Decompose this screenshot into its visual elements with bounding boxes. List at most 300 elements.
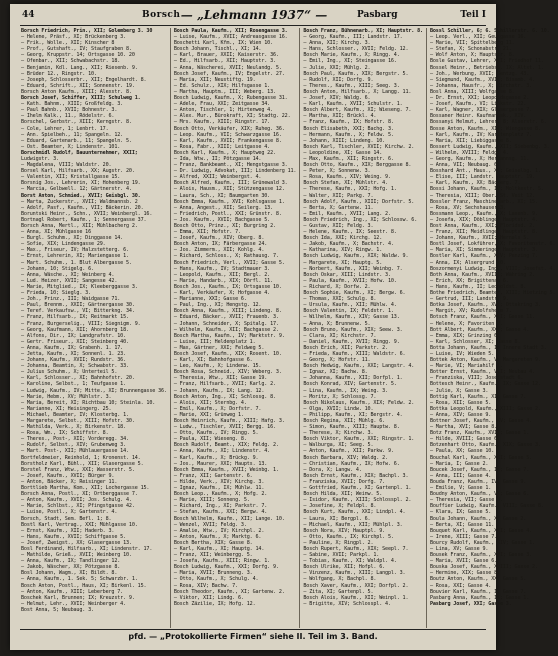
directory-entry: Bosch Zäzilie, IX; Hofg. 12. [173,600,256,607]
directory-entry: — Dr. Ludwig, Advokat, III; Lindenberg 11. [173,168,297,175]
directory-entry: — Maria, I; Gasse 2. [429,460,489,467]
directory-entry: — Pauline, X; Ringpl. 2. [303,539,374,546]
directory-entry: — Georg, Kaufmann, XII; Ahornberg 18. [21,326,129,333]
directory-entry: Borsch Anton Kaufm., XIII; Alexstr. 8. [21,88,132,95]
directory-entry: — Johann, Schneider, X; Spitalg. 17. [173,320,279,327]
directory-entry: — Johanna, Beamtin, X; Schwabstr. 33. [21,363,129,370]
directory-entry: — Rudolf, XII; Dorfg. 9. [303,76,374,83]
directory-entry: Bottner Josef, Kaufm., XV; Gasse 4. [429,418,533,424]
column-1 [18,28,171,628]
directory-columns [18,28,556,628]
directory-entry: — Franz, Burgerselig., VIII; Siegnigm. 9. [21,320,141,327]
directory-entry: — Hans, Kaufm., II; Leopoldst. 8. [429,283,527,290]
directory-entry: — Mrs. Kaufm., XIII; Ringstr. 17. [173,119,271,126]
directory-entry: — Ernst, Kaufm., XII; Haderb. 3. [21,527,115,534]
directory-entry: Bosch Erich, XII; Parkstr. 2. [303,344,388,351]
directory-entry: — Franz, XII; Gartenstr. 6. [173,472,253,479]
directory-entry: — Anna, Kaufm., XI; Lindenstr. 4. [173,448,271,455]
directory-entry: Bousek Franz, Kaufm., XVI; Gasse 3. [429,552,533,559]
directory-entry: Bossler Franz, Maschinenarb., XI; 15. [429,198,538,205]
directory-entry: — Ihelm Kalk., 11., Rödelstr. 6. [21,113,115,120]
directory-entry: Pasbarg Josef, XXI; Gasse 3. [429,600,512,607]
directory-entry: Bosch Bertha, XIX; Gasse 8. [173,539,253,546]
directory-entry: — Alex. Mur., Bürokraft, XI; Stadtg. 22. [173,113,291,120]
directory-entry: — Karl, Kaufm., XVII; Schulstr. 1. [303,101,403,108]
directory-entry: — Stefan, Kaufm., XXI; Bergw. 4. [173,509,268,516]
directory-entry: — Johann, Kaufm., IX; Lang. 12. [173,387,265,394]
directory-entry: — Thomas, XXI; Schulg. 8. [303,296,377,303]
directory-entry: — Anna, XIV; Gasse 9. [429,411,492,418]
directory-entry: — Klara, IX; Gasse 5. [429,509,492,516]
directory-entry: Boschetti Karl, Kfm., IX; Wien 10. [173,40,274,47]
directory-entry: — Valentin, XII; Kristallgasse 15. [21,174,121,181]
directory-entry: Bott Albert, Kaufm., XXI; Gasse 4. [429,326,530,333]
directory-entry: — Josef, Kaufm., XVII; Bürger 9. [21,472,115,479]
directory-entry: — Leo, Kaufm., X; Lindenw. 15. [173,363,262,370]
directory-entry: Bortfeldmeier, Reinhold, 1; Kronenst. 14. [21,454,141,461]
directory-entry: — Karl, Wagner, XIX; Glasergasse 7. [429,107,533,114]
directory-entry: — Rosa, XXI; Gasse 4. [429,582,492,589]
directory-entry: — Franz, XII; Weinbergg. 5. [173,552,253,559]
directory-entry: — Emma, XII; Hofstr. 7. [173,229,241,236]
directory-entry: Boula Johann, Kaufm., X; Gasse 2. [429,515,527,522]
directory-entry: — Julie, XXI; Mühlg. 2. [303,64,371,71]
directory-entry: — Lina, XV; Gasse 9. [429,545,489,552]
directory-entry: — Walburga, XI; Seeg. 5. [303,442,374,449]
directory-entry: — Irene, XIII; Gasse 7. [429,533,498,540]
directory-entry: Bosch Otto, Kaufm., XIX; Berggasse 8. [303,162,412,169]
directory-entry: — Daniel, Kaufm., XVII; Ringg. 9. [303,338,400,345]
directory-entry: — Berta, XI; Gasse 11. [429,521,495,528]
directory-entry: — Friedrich, Postl., XXI; Grünstr. 8. [173,210,282,217]
directory-entry: Bosch Jos., Kaufm., IX; Ortsgasse 10. [173,283,282,290]
directory-entry: — Richard, Ing., XI; Parkstr. 7. [173,503,268,510]
directory-entry: — Adele, Frau, XXI; Zeitgasse 34. [173,101,271,108]
directory-entry: — Sofie, XIX; Lindengasse 29. [21,241,106,248]
directory-entry: — Otto, Kaufm., IX; Kirchpl. 5. [303,533,394,540]
directory-entry: — Jakob, Kaufm., X; Bachstr. 4. [303,241,394,248]
directory-entry: Bosch Friedrich, Ing., XI; Schlossw. 6. [303,216,418,223]
directory-entry: — Frieda, Kaufm., XIII; Waldstr. 6. [303,350,406,357]
directory-entry: Bostl Josef, Lokführer, X; Favoritenstr. 6. [429,241,556,248]
directory-entry: Bost Anna, Kaufm., XXI; Floridsd. 2. [429,223,535,229]
directory-entry: Bossi Johann, Kaufm., IV; Moltkestr. 5. [429,186,544,193]
directory-entry: — Rosa, XV; Sechshauser 3. [429,204,506,211]
directory-entry: — Wilhelm, XVIII; Feldg. 4. [429,149,509,156]
directory-entry: — Wolfgang, X; Bachpl. 8. [303,576,377,583]
directory-entry: — Ida, Wtw., II; Pötzgasse 14. [173,155,262,162]
directory-entry: — Martha, XII; Brückl. 4. [303,113,377,120]
footer-rule [20,629,486,630]
directory-entry: — Franz, Hilfsarb., XVII; Karlg. 2. [173,381,276,388]
directory-entry: — Anna, X; Brunnenw. 5. [303,320,371,327]
directory-entry: — Anna, VII; Neubaug. 6. [429,162,500,169]
directory-entry: — Leop. Verl., XII; Geusgasse 16. [429,34,527,41]
directory-entry: Borstholz Karl, Bühl., XII; Glasergasse 5. [21,460,144,467]
directory-entry: — Josef, Kaufm., XIV; Oberg. 8. [173,235,265,242]
directory-entry: — Franz, Kaufm., IX; Hofstr. 8. [303,119,394,126]
directory-entry: — Jos. Kaufm., XVII; Bachgasse 5. [173,216,271,223]
directory-entry: — Rosa, XIV; Bachw. 7. [173,582,239,589]
directory-entry: — Karl, Schlosser, XI; Gasse 8. [429,338,521,345]
directory-entry: Borsch Anna, Mertl., XII; Mühlbacherg 2. [21,223,138,229]
directory-entry: — Wolf Anton, X; Hauptstr. 8. [429,52,515,59]
directory-entry: Boucek Josef, Kaufm., II; Gasse 7. [429,466,530,473]
directory-entry: Bosch Johann, Tischl., XI; 14. [173,46,262,53]
directory-entry: Bottek Anton, Kaufm., V; Margareten 9. [429,357,541,364]
directory-entry: — Anton, Kaufm., X; Marktg. 6. [173,533,262,540]
directory-entry: — Erich, XX; Brigittenau 6. [429,277,509,284]
directory-entry: Bosch Konrad, XIV; Gartenstr. 5. [303,381,397,388]
directory-entry: Bosch Anna, Kaufm., XIII; Lindeng. 8. [173,308,282,315]
directory-entry: — Zita, XI; Gartenpl. 5. [303,588,374,595]
directory-entry: Bosch Nikolaus, Kaufm., XIX; Feldw. 2. [303,399,415,406]
directory-entry: — Isidor, Kaufm., XIII; Schlosspl. 2. [303,497,412,504]
directory-entry: — Frik., Wolle., XII; Kinscher 8 [21,40,115,47]
directory-entry: Bosch Ernst, Kaufm., XIX; Bachpl. 3. [303,472,409,479]
directory-entry: — Anna, Wäsche., XI; Weinberg 4. [21,271,115,278]
directory-entry: Botter Ernst, Kaufm., VII; Neubau 4. [429,369,535,376]
directory-entry: Bosl Johann, Wagm., XI; Bildt. 8. [21,570,118,577]
directory-entry: — Leop. Kaufm., VII; Schwarzgasse 16. [173,131,282,138]
directory-entry: Botta Johann, Kaufm., I; Innere Stadt 3. [429,344,547,351]
directory-entry: Borsel Karl, Hilfsarb., XX; Augstr. 20. [21,168,135,175]
directory-entry: — Frieda, 10; Sieglg. 3. [21,290,92,297]
directory-entry: — Franz, Bankbeamt., XI; Hengstgasse 3. [173,162,288,169]
directory-entry: Bosch Wilhelm, Kaufm., XII; Lange. 10. [173,515,285,522]
directory-entry: — Brigitte, XIV; Schlosspl. 4. [303,600,391,607]
directory-entry: — Theres., Kaufm., XIII; Seeg. 3. [303,82,400,89]
directory-entry: — Maria, XII; Liebiggasse 8. [429,137,512,144]
directory-entry: — Josef, Kaufm., VI; Linkstr. 22. [429,101,527,108]
directory-entry: Bosch Leop., Kaufm., X; Hofg. 2. [173,491,268,498]
directory-entry: — Vinzenz, Kaufm., XIII; Langpl. 3. [303,570,406,577]
directory-entry: — Gertr. Friseur., XII; Steinberg 40. [21,338,129,345]
directory-entry: Boudny Anton, Kaufm., VI; Gasse 6. [429,491,530,498]
directory-entry: — Maria, XVII; Brunneng. 3. [173,570,253,577]
directory-entry: Bosch Anton, Postl., Haus, XI; Birkenl. 15. [21,582,147,589]
directory-entry: — Karl, Kaufm., X; Brückg. 9. [173,454,259,461]
directory-entry: — Ernst, Lehrerin, XI; Mariengasse 1. [21,253,129,260]
directory-entry: — Hermann, Kaufm., X; Feldw. 5. [303,131,394,138]
directory-entry: Bouvier Karl, Kaufm., I; Gasse 7. [429,588,527,595]
directory-entry: Bosl Ferdinand, Hilfsarb., XI; Lindenstr. 17. [21,545,153,552]
directory-entry: Bosch Rupert, Kaufm., XIX; Seepl. 7. [303,545,409,552]
directory-entry: — Marie, Hebm., XV; Mühlstr. 3. [21,393,112,400]
directory-entry: — Hilde, Verk., XIV; Kirchg. 3. [173,478,265,485]
directory-entry: — Richard, X; Dorfw. 2. [303,283,371,290]
directory-entry: Bostler Karl, Kaufm., XIV; Penzing 7. [429,253,538,260]
directory-entry: — Walter, XII; Parkg. 7. [303,192,374,199]
directory-entry: — Philipp, Kaufm., XI; Bergstr. 4. [303,411,403,418]
directory-entry: — Dora, X; Langw. 4. [303,466,362,473]
directory-entry: — Johann, 10; Stigelg. 6. [21,265,94,272]
column-2 [171,28,301,628]
directory-entry: — Wilhelm, Kaufm., XII; Bachgasse 2. [173,326,279,333]
directory-entry: — Johann, Kaufm., XVII; Hernals 5. [429,235,530,242]
directory-entry: Bosch Otto, Verkäufer, XIX; Ruheg. 36. [173,125,285,132]
directory-entry: — Jos., Maurer, XXI; Haupts. 13. [173,460,268,467]
directory-entry: — Anton, Kaufm., XVII; Jos. Schulg. 4. [21,497,132,504]
directory-entry: — Hilde, XVIII; Gasse 6. [429,436,500,443]
directory-entry: — Mathilda, Verk., X; Birkenstr. 18. [21,424,127,431]
directory-entry: Bottka Leopold, Kaufm., XIII; Gasse 2. [429,405,541,412]
directory-entry: — Hans, Kaufm., IV; Stadtmauer 3. [173,265,271,272]
directory-entry: — Hans, Kaufm., XVII; Schiffgasse 5. [21,533,127,540]
directory-entry: — Alois, Hausm., XII; Stützengasse 12. [173,186,285,193]
directory-entry: Bortnagl Robert, Kaufm., 1; Sennergasse 37. [21,216,147,223]
directory-entry: — Paula, XII; Wieseng. 8. [173,436,247,443]
directory-entry: Borttlieb Martha, Kom., XII; Lochergasse 15. [21,485,150,492]
directory-entry: Borsch Anna, Postl., XI; Ortberggasse 7. [21,491,138,498]
directory-entry: — Teref. Verkaufsw., VI; Bitterkng. 34. [21,308,135,315]
directory-entry: Bosch Anton, Hilfsarb., X; Langg. 11. [303,88,412,95]
directory-entry: — Maria, XII; Neustiftg. 19. [173,76,256,83]
directory-entry: — Paul, Ing., XI; Hengstg. 12. [173,302,262,309]
directory-entry: — Karl, XI; Bahnhofgasse 6. [173,357,253,364]
directory-entry: — Paula, Kaufm., XVII; Hofw. 10. [303,277,397,284]
directory-entry: — Amalie, Wtw., IV; Kirchpl. 2. [173,527,265,534]
directory-entry: — Ursula, Kaufm., XII; Mühlw. 4. [303,302,397,309]
directory-entry: — Rosa, Wm., IX; Schiffstr. 8. [21,430,109,437]
directory-entry: — Luise, IV; Wieden 5. [429,350,495,357]
directory-entry: — Jakob, Wäscher, XX; Pötzgasse 8. [21,564,121,571]
directory-entry: Bottig Karl, Kaufm., XI; Gasse 7. [429,393,527,400]
directory-entry: — Joh., Prinz., III; Waidgasse 71. [21,296,121,303]
directory-entry: — Marie, Schlbst., XI; Pfingstgasse 42. [21,503,135,510]
directory-entry: Bosch Regina, XII; Mühlg. 6. [303,418,386,424]
directory-entry: — Jetta, Kaufm., XI; Sonnenl. 1. 23. [21,350,127,357]
directory-entry: — Maria, XI; Simmeringer Hauptstr. 3. [429,247,538,254]
directory-entry: Bosch Anton, IX; Färbergasse 24. [173,241,268,248]
column-3 [300,28,427,628]
directory-entry: Bosch Adolf, Kaufm., XIII; Dorfstr. 5. [303,198,415,205]
directory-entry: — Dr. Ernst, XXI; Leopoldsgasse 2. [429,95,530,102]
directory-entry: — Elise, III; Landstr. Hauptstr. 19. [429,174,535,181]
directory-entry: — Therese, Kaufm., XXI; Hofg. 1. [303,186,397,193]
directory-entry: Bosch Hilda, XII; Weinw. 5. [303,491,383,498]
directory-entry: Bottesch Heinr., Kaufm., IX; Gasse 12. [429,381,541,388]
directory-entry: — Norbert, Kaufm., XII; Weinbg. 7. [303,265,403,272]
directory-entry: — Ann. Spielbeh., 11; Spangeln. 12. [21,131,124,138]
directory-entry: Bosch Josef, Kaufm., IV; Engelstr. 27. [173,70,285,77]
directory-entry: — Otto, Kaufm., X; Schulg. 4. [173,576,259,583]
directory-entry: — Karoline, Selbst., 1; Teufgasse 1. [21,381,127,388]
directory-entry: Boschek Karl, Brunnen; IX; Kreuzstr. 9. [21,594,135,601]
directory-entry: Bothe Friedrich, Beamter, XIII; Hietzing 5. [429,290,556,297]
directory-entry: — Paul, Brennm., XXII; Gärtnergasse 30. [21,302,135,309]
directory-entry: Bosch Hedwig, Kaufm., XXI; Langstr. 4. [303,363,415,370]
directory-entry: — Karl, Kaufm., XI; Hauptg. 14. [173,545,265,552]
directory-entry: Pasbarg Anna, Kaufm., II; Gasse 1. [429,594,530,601]
directory-entry: — Maria, Bereit, XI; Richtbau 10; Steinla. 10. [21,399,156,406]
directory-entry: — Rosa, Kaufm., XIV; Weing. 9. [303,174,391,181]
directory-entry: Bosch Josef, Kaufm., XIX; Rosent. 10. [173,350,282,357]
directory-entry: — Anton, Kaufm., XII; Parkw. 9. [303,448,394,455]
directory-entry: — Josef, XIV; Waldg. 6. [303,95,371,102]
directory-entry: Bosch Ludwig, Kaufm., XIX; Waldw. 9. [303,253,409,260]
directory-entry: Bossl Schiller, 6; 6. Schillerstr. 6. 10. [429,28,550,34]
directory-entry: — Gustav, XII; Feldg. 3. [303,223,374,229]
directory-entry: — Josef, Zweigst., XX; Glasergasse 13. [21,539,132,546]
directory-entry: Borsch Friedrich, Prin., XII; Golemberg 3. 30 [21,28,153,34]
directory-entry: — Ignaz, Kaufm., IX; Mühlw. 11. [173,485,265,492]
directory-entry: — Stefan, X; Schonabstr. 21. [429,46,512,53]
directory-entry: — Ludwig, Kaufm., IV; Mitte., XI; Brunnengasse 36. [21,387,167,394]
directory-entry: Borsch, Stadt, Sem. Befl. 1; 8. [21,515,112,522]
directory-entry: Bostl Karl, Vertrag., XXI; Mühlgasse 10. [21,521,138,528]
directory-entry: — Katharina, XIV; Ringw. 1. [303,247,383,254]
directory-entry: — Eduard, Bäcker., XVII; Frauenb. 3. [173,314,279,321]
directory-entry: — Marie, Handarb., XIX; Dörfl. 11. [173,277,274,284]
directory-entry: Bosch Elisabeth, XXI; Bachg. 3. [303,125,394,132]
directory-entry: Bosle Gustav, Lehrer, XII; Friedhof 11. [429,58,544,65]
directory-entry: — Marie, VI; Mariahilf 1. [429,363,503,370]
directory-entry: — Gottfried, Kaufm., XI; Gartenpl. 1. [303,485,412,492]
directory-entry: — Luise, III; Heldenplatz 1. [173,338,256,345]
directory-entry: Bosch Emma, Kaufm., XVI; Kohlsgasse 1. [173,198,285,205]
directory-entry: Bosch Rudolf, Beamt., XIX; Feldg. 2. [173,442,279,449]
directory-entry: Bosch Ulrike, XII; Hofpl. 6. [303,564,386,571]
directory-entry: — Helene, Kaufm., IX; Seestr. 8. [303,229,397,236]
directory-entry: Bosch Alois, Kaufm., XII; Weinpl. 1. [303,594,409,601]
publication-title: — „Lehmann 1937“ — [180,8,328,22]
directory-entry: — Michael, Kaufm., XII; Mühlpl. 3. [303,521,403,528]
directory-entry: — Michael, Beamter, IV; Klosterbg. 1. [21,411,129,418]
directory-entry: — Magdalena, VIII; Waldstr. 20. [21,162,112,169]
directory-entry: — Mart. Schuhm., 1. Blut Albergasse 5. [21,259,132,266]
directory-entry: — Max, Kaufm., XII; Ringstr. 6. [303,155,394,162]
directory-entry: Bossanyi Helmut, Lehrer, 8; Alserstr. 6. [429,119,547,126]
directory-entry: Bosch Sophie, Kaufm., XI; Bergw. 6. [303,290,406,297]
directory-entry: — Karl, Kaufm., XX; Bäckerg. 7. [429,180,521,187]
directory-entry: Bosch Paula, Kaufm., XII; Rosengasse 3. [173,28,288,34]
directory-entry: Bosse Anton, Kaufm., XII; Wiengasse 8. [429,125,541,132]
directory-entry: — Kath. Bahnm., XIII; Großfeldg. 3. [21,101,124,108]
directory-entry: — Marie, XXI; Grünweg 1. [173,411,244,418]
directory-entry: Borst Anton, Schmied., XVII; Geisbgl. 30. [21,192,141,199]
directory-entry: — Luise, Kaufm., XVII; Andreasgasse 16. [173,34,288,41]
directory-entry: Botz Franz, Kaufm., XVII; Gasse 1. [429,430,530,437]
volume-part: Teil I [460,10,486,20]
directory-entry: — Margit, XV; Rudolfsheim 7. [429,308,512,315]
directory-entry: — Anna, IX; Alsergrund 10. [429,259,506,266]
directory-entry: — Anna, Wäscherei, XVII; Neulandg. 5. [173,64,282,71]
directory-entry: — Max., Friseur, IV; Halzstetterg. 6. [21,247,129,254]
directory-entry: — Rosa, XII; Gasse 5. [429,399,492,406]
directory-entry: — Prof., Gutshaft., IV; Staufgraben 8. [21,46,132,53]
directory-entry: Bosch Karl, Kaufm., X; Hauptweg 22. [173,149,276,156]
directory-entry: — Theresia, XIII; Ober. St. Veit 12. [429,192,535,199]
directory-entry: — Helene, X; Favoriten 2. [429,320,503,327]
directory-entry: — Georg, Kaufm., III; Landstr. 17. [303,34,403,41]
directory-entry: — Emilie, V; Gasse 1. [429,485,492,492]
directory-entry: — Cole, Lehrer, 1; Lenbrt. 17. [21,125,109,132]
directory-entry: Bosch Valentin, IX; Feldstr. 1. [303,308,394,315]
directory-entry: — Georg, X; Hofstr. 11. [303,357,371,364]
directory-entry: — Johann, XIII; Lindeng. 10. [303,137,386,144]
directory-entry: Botka Josef, Kaufm., XVI; Ottakring 3. [429,302,541,309]
directory-entry: — Jos. Zimmerm., XII; Kohlg. 4. [173,247,265,254]
header-rule [20,25,486,26]
directory-entry: — Otto, Kaufm., IV; Ringg. 5. [173,430,259,437]
directory-entry: — Martha, XVI; Gasse 8. [429,424,498,431]
directory-entry: — Karl, Kaufm., XVII; Frankengasse 8. [173,137,282,144]
directory-entry: — Ludw., Tischler, XVII; Bergg. 16. [173,424,276,431]
directory-entry: — Emil, Ing., XI; Steingasse 16. [303,58,397,65]
directory-entry: Bossaner Heinr. Kaufmannsk., XIV. [429,113,527,120]
directory-entry: — Helmut, Lehr., XVII; Weinberger 4. [21,600,127,607]
directory-entry: — Ofenbar., XII; Schwabachstr. 18. [21,58,121,65]
directory-entry: — Max, Gärtner, XXI; Feldweg 5. [173,344,265,351]
directory-entry: — Ed. Schulz., XIX; Hilfsgasse 1. [173,82,271,89]
directory-entry: Bossert Ludwig, Kaufm., XII; Siebenbg. 3. [429,143,550,150]
footer-note: pfd. — „Protokollierte Firmen“ siehe II. Teil im 3. Band. [128,632,378,641]
directory-entry: — Martha, Hauptm., III; Weberg. 13. [173,88,276,95]
directory-entry: Bosch Stefan, XI; Mühlstr. 4. [303,180,388,187]
directory-entry: — Marta, Zuckerstr., XVII; Waldmannsb. 2 [21,198,138,205]
directory-entry: — Anna, Kaufm., 1. Sek. 5; Schwarzbr. 1. [21,576,138,583]
directory-entry: — Anna, Kaufm., IX; Grabenh. 1. 17. [21,344,124,351]
directory-entry: — Clara, XI; Kirchstr. 7. [303,332,377,339]
directory-entry: — Maria, XVII; Gasse 6. [429,558,498,565]
directory-entry: — Anna, XI; Mühlgasse 16 [21,229,92,236]
directory-entry: — Eduard, Schrift., XII; Sonnenstr. 19. [21,82,135,89]
directory-entry: — Emma, XIX; Grinzing 6. [429,332,500,339]
directory-entry: — Karl, Kaufm., IV; Karstenplatz 7. [429,131,533,138]
directory-entry: — Laura, Sch., XI; Baumgarten 30. [173,192,271,199]
directory-entry: — Julius Schuhm., X; Unterteil 5. [21,369,118,376]
directory-entry: Bosch Franz, Bühnenarb., XI; Hauptstr. 8. [303,28,423,34]
directory-entry: Bosch Albert, Kaufm., XI; Wieseng. 7. [303,107,412,114]
directory-entry: — Gertrud, III; Landstr. 9. [429,296,509,303]
directory-entry: Bouchal Karl, Kaufm., XXI; Gasse 5. [429,454,533,461]
directory-entry: Borsch Josef, Schiffer, XIII; Schulweg 1. [21,95,141,102]
directory-entry: — Georg, Kruppstr. 14; Ortsgasse 10. 20 [21,52,135,59]
directory-entry: — Moritz, X; Schlossg. 7. [303,393,377,400]
directory-entry: — Alfons, Dir., IX; Landgrafstr. 10. [21,332,127,339]
directory-entry: — Emil, Kaufm., X; Dorfstr. 7. [173,405,262,412]
directory-entry: Bosch Oskar, XIII; Lindstr. 3. [303,271,391,278]
directory-entry: Bosch Nora, XIV; Hauptpl. 9. [303,527,386,534]
directory-entry: — Anna, Angest., XII; Seilerg. 13. [173,204,274,211]
directory-entry: Borschmidl Rudolf, Bauunternehmer, XXII; [21,149,138,156]
directory-entry: Bosshard Ant., Haus., XI; Geiselbg. 1. [429,168,541,175]
directory-entry: — Johann, Kaufm., XVII; Rundstr. 36. [21,357,127,364]
directory-entry: — Adolf, Pasf., Kaufm., VII; Bäckerin. 20. [21,204,144,211]
directory-entry: Boruntski Heinr., Schn., XVII; Weinbergl. 16. [21,210,153,217]
directory-entry: Botsch Franz, Kaufm., XII; Gasse 11. [429,314,535,321]
directory-entry: — Mathilde, Grieß., XVII; Weinberg 10. [21,552,132,559]
directory-entry: Bosch Kurt, Kaufm., XXI; Lindpl. 4. [303,509,406,516]
column-4 [427,28,558,628]
directory-entry: — Therese, X; Kirchw. 3. [303,430,374,437]
directory-entry: — Anna, Kaufm., IX; Tandlinger 12. [21,558,121,565]
directory-entry: — Alfred, XXII; Weinbergst. 4. [173,174,262,181]
directory-entry: — Christian, Kaufm., IX; Hofw. 6. [303,460,400,467]
directory-entry: — Marcia, Gelbwell. 12; Gärtnerstr. 4. [21,186,132,193]
directory-entry: Bosch Ida, XXI; Kirchg. 12. [303,235,383,242]
directory-entry: — Margarete, Selbst., XIII; Hofstr. 30. [21,418,135,424]
directory-entry: — Peter, X; Sonnenw. 3. [303,168,371,175]
directory-entry: — Brüder 12., Ringstr. 10. [21,70,97,77]
directory-entry: Bosch Emma, Kaufm., XVII; Weinbg. 1. [173,466,279,473]
directory-entry: — Franz, XII; Meidlinger Hauptstr. 8. [429,229,538,236]
directory-entry: — Viktor, XII; Lindg. 6. [173,594,244,601]
directory-entry: — Anton, Tischler, 1; Hirtenweg 4. [173,107,274,114]
directory-entry: — Sabine, XVII; Parkpl. 1. [303,552,380,559]
directory-entry: Bosch Xaver, Kaufm., XXI; Dorfpl. 2. [303,582,409,589]
